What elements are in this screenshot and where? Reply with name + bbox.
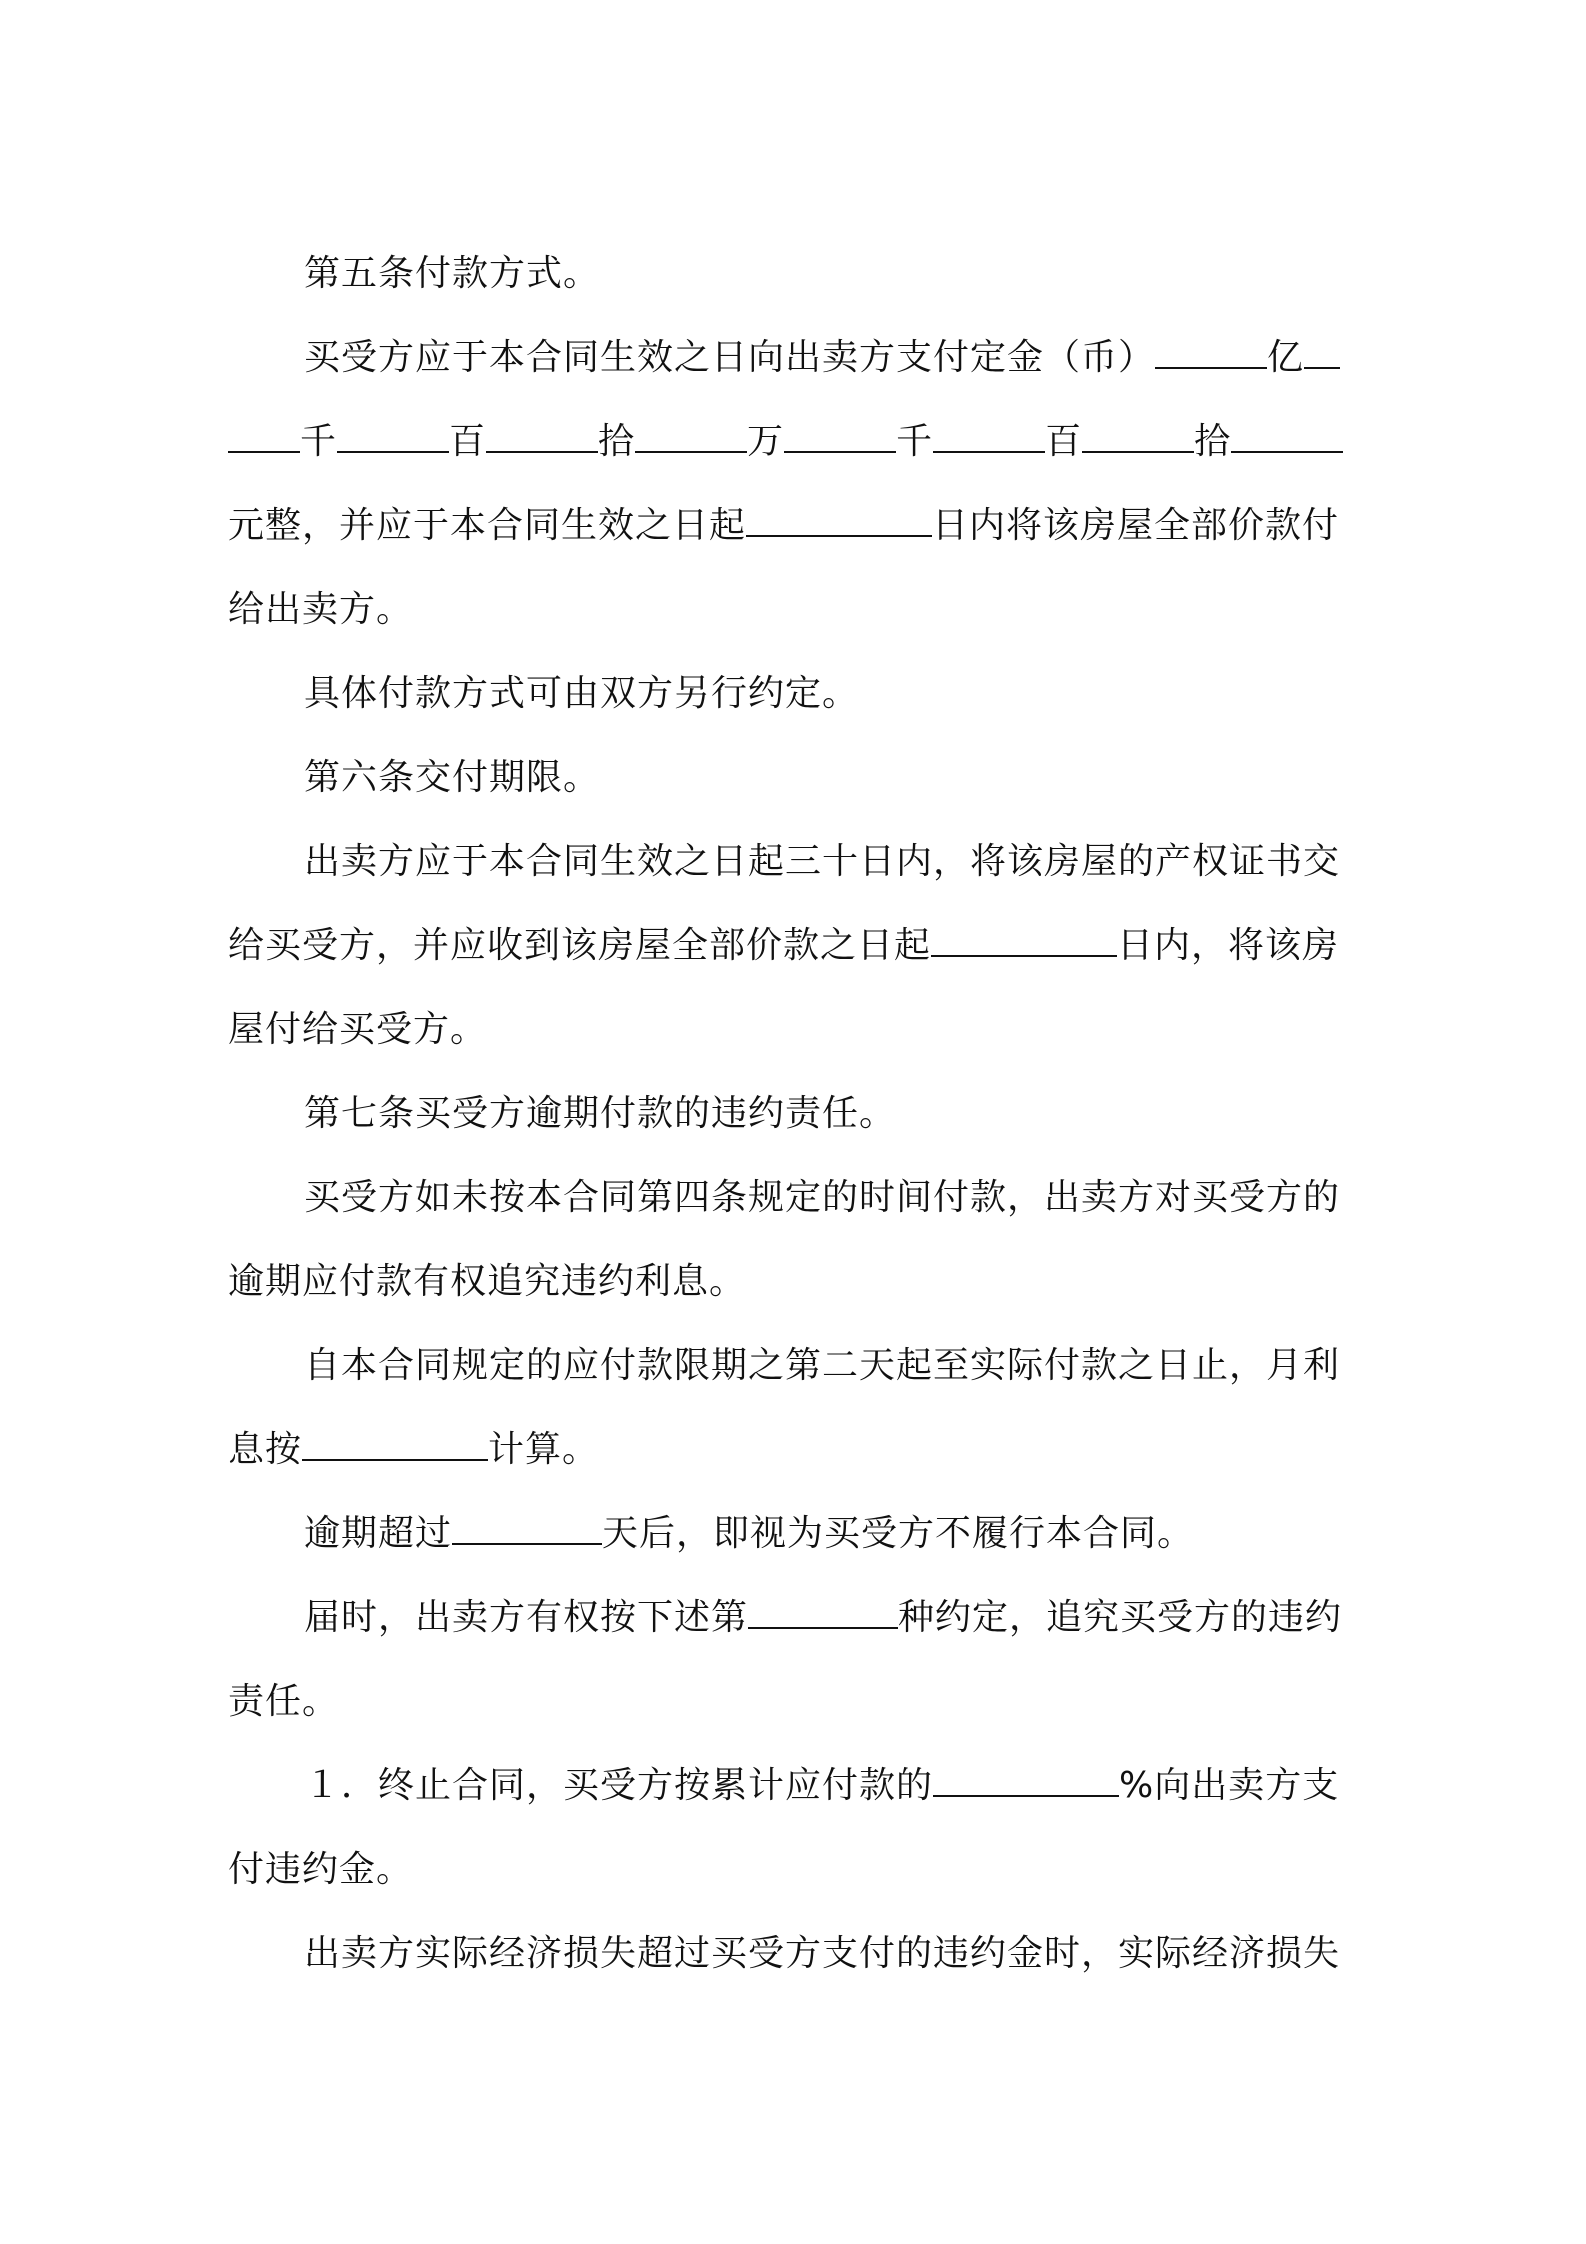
fill-blank[interactable] — [931, 915, 1117, 957]
article-5-para-1-line-2: 千 百 拾 万 千 百 拾 — [228, 400, 1370, 484]
document-page — [228, 232, 1370, 1996]
fill-blank[interactable] — [933, 411, 1045, 453]
fill-blank[interactable] — [933, 1755, 1119, 1797]
fill-blank[interactable] — [748, 1587, 898, 1629]
article-6-para-1-line-3: 屋付给买受方。 — [228, 1009, 488, 1050]
fill-blank[interactable] — [635, 411, 747, 453]
fill-blank[interactable] — [1082, 411, 1194, 453]
article-7-para-5-line-1: 出卖方实际经济损失超过买受方支付的违约金时，实际经济损失 — [304, 1933, 1341, 1974]
fill-blank[interactable] — [452, 1503, 602, 1545]
fill-blank[interactable] — [302, 1419, 488, 1461]
fill-blank[interactable] — [228, 411, 300, 453]
fill-blank[interactable] — [1155, 327, 1267, 369]
article-7-para-1-line-2: 逾期应付款有权追究违约利息。 — [228, 1261, 747, 1302]
fill-blank[interactable] — [746, 495, 932, 537]
article-7-para-1-line-1: 买受方如未按本合同第四条规定的时间付款，出卖方对买受方的 — [304, 1177, 1341, 1218]
article-7-item-1-line-2: 付违约金。 — [228, 1849, 414, 1890]
article-7-para-4-line-1: 届时，出卖方有权按下述第 种约定，追究买受方的违约 — [228, 1576, 1370, 1660]
fill-blank[interactable] — [1304, 327, 1340, 369]
fill-blank[interactable] — [784, 411, 896, 453]
article-5-para-2: 具体付款方式可由双方另行约定。 — [304, 673, 860, 714]
article-7-para-3: 逾期超过 天后，即视为买受方不履行本合同。 — [228, 1492, 1370, 1576]
fill-blank[interactable] — [1231, 411, 1343, 453]
article-5-para-1-line-3: 元整，并应于本合同生效之日起 日内将该房屋全部价款付 — [228, 484, 1370, 568]
article-5-title: 第五条付款方式。 — [304, 253, 601, 294]
article-6-para-1-line-1: 出卖方应于本合同生效之日起三十日内，将该房屋的产权证书交 — [304, 841, 1341, 882]
fill-blank[interactable] — [337, 411, 449, 453]
fill-blank[interactable] — [486, 411, 598, 453]
article-7-para-4-line-2: 责任。 — [228, 1681, 340, 1722]
article-7-para-2-line-2: 息按 计算。 — [228, 1408, 1370, 1492]
article-5-para-1-line-4: 给出卖方。 — [228, 589, 414, 630]
article-7-title: 第七条买受方逾期付款的违约责任。 — [304, 1093, 897, 1134]
article-6-para-1-line-2: 给买受方，并应收到该房屋全部价款之日起 日内，将该房 — [228, 904, 1370, 988]
article-7-para-2-line-1: 自本合同规定的应付款限期之第二天起至实际付款之日止，月利 — [304, 1345, 1341, 1386]
article-5-para-1-line-1: 买受方应于本合同生效之日向出卖方支付定金（币） 亿 — [228, 316, 1370, 400]
article-7-item-1-line-1: １．终止合同，买受方按累计应付款的 %向出卖方支 — [228, 1744, 1370, 1828]
article-6-title: 第六条交付期限。 — [304, 757, 601, 798]
